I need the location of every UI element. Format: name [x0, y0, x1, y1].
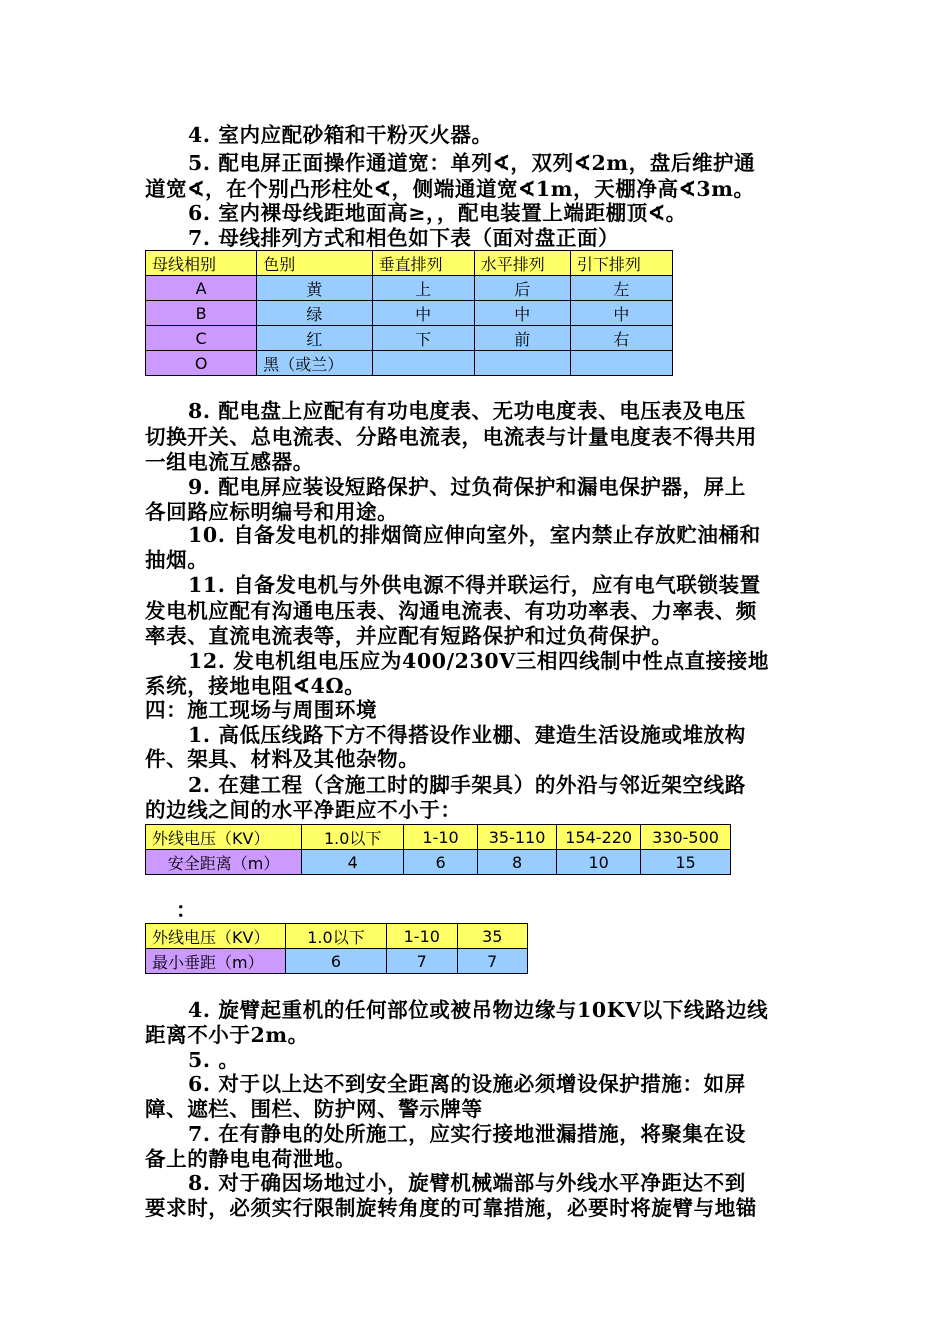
table-cell: 左 — [570, 276, 672, 301]
paragraph-line: 各回路应标明编号和用途。 — [145, 500, 399, 524]
table-header-cell: 母线相别 — [146, 251, 257, 276]
table-row — [146, 850, 731, 875]
paragraph-line: 6. 室内裸母线距地面高≥，，配电装置上端距棚顶∢。 — [188, 201, 687, 225]
paragraph-line: 9. 配电屏应装设短路保护、过负荷保护和漏电保护器，屏上 — [188, 475, 746, 499]
table-row — [146, 276, 673, 301]
table-cell: 下 — [372, 326, 474, 351]
paragraph-line: 7. 母线排列方式和相色如下表（面对盘正面） — [188, 226, 620, 250]
paragraph-line: 8. 对于确因场地过小，旋臂机械端部与外线水平净距达不到 — [188, 1171, 746, 1195]
table-cell: 35-110 — [477, 825, 557, 850]
paragraph-line: 1. 高低压线路下方不得搭设作业棚、建造生活设施或堆放构 — [188, 723, 746, 747]
paragraph-line: 2. 在建工程（含施工时的脚手架具）的外沿与邻近架空线路 — [188, 773, 746, 797]
paragraph-line: 发电机应配有沟通电压表、沟通电流表、有功功率表、力率表、频 — [145, 599, 757, 623]
table-cell: 6 — [285, 949, 386, 974]
table-cell: 中 — [570, 301, 672, 326]
section-heading: 四：施工现场与周围环境 — [145, 698, 378, 722]
table-row — [146, 351, 673, 376]
table-header-cell: 引下排列 — [570, 251, 672, 276]
paragraph-line: 6. 对于以上达不到安全距离的设施必须增设保护措施：如屏 — [188, 1072, 746, 1096]
colon-line: ： — [176, 898, 198, 922]
table-cell: 1-10 — [404, 825, 477, 850]
table-cell: 154-220 — [557, 825, 641, 850]
table-row — [146, 924, 528, 949]
table-row — [146, 825, 731, 850]
paragraph-line: 率表、直流电流表等，并应配有短路保护和过负荷保护。 — [145, 624, 673, 648]
paragraph-line: 12. 发电机组电压应为400/230V三相四线制中性点直接接地 — [188, 649, 769, 673]
vertical-distance-table — [145, 923, 528, 974]
table-cell: 右 — [570, 326, 672, 351]
paragraph-line: 7. 在有静电的处所施工，应实行接地泄漏措施，将聚集在设 — [188, 1122, 746, 1146]
table-cell: 330-500 — [641, 825, 731, 850]
table-cell: 前 — [474, 326, 570, 351]
table-header-cell: 垂直排列 — [372, 251, 474, 276]
table-row — [146, 949, 528, 974]
paragraph-line: 障、遮栏、围栏、防护网、警示牌等 — [145, 1097, 483, 1121]
table-cell: C — [146, 326, 257, 351]
table-row — [146, 326, 673, 351]
table-cell: 后 — [474, 276, 570, 301]
paragraph-line: 一组电流互感器。 — [145, 450, 314, 474]
safety-distance-table — [145, 824, 731, 875]
paragraph-line: 4. 室内应配砂箱和干粉灭火器。 — [188, 123, 493, 147]
table-cell: 10 — [557, 850, 641, 875]
table-header-cell: 色别 — [257, 251, 372, 276]
busbar-phase-table — [145, 250, 673, 376]
table-cell: 上 — [372, 276, 474, 301]
table-cell: 7 — [387, 949, 457, 974]
paragraph-line: 备上的静电电荷泄地。 — [145, 1147, 356, 1171]
paragraph-line: 5. 配电屏正面操作通道宽：单列∢，双列∢2m，盘后维护通 — [188, 151, 756, 175]
table-cell: 绿 — [257, 301, 372, 326]
table-header-row — [146, 251, 673, 276]
table-cell — [474, 351, 570, 376]
paragraph-line: 11. 自备发电机与外供电源不得并联运行，应有电气联锁装置 — [188, 573, 761, 597]
paragraph-line: 系统，接地电阻∢4Ω。 — [145, 674, 366, 698]
table-cell: A — [146, 276, 257, 301]
paragraph-line: 距离不小于2m。 — [145, 1023, 309, 1047]
paragraph-line: 4. 旋臂起重机的任何部位或被吊物边缘与10KV以下线路边线 — [188, 998, 769, 1022]
table-cell: 外线电压（KV） — [146, 825, 302, 850]
table-cell: 1-10 — [387, 924, 457, 949]
paragraph-line: 8. 配电盘上应配有有功电度表、无功电度表、电压表及电压 — [188, 399, 746, 423]
table-cell — [372, 351, 474, 376]
table-cell: 7 — [457, 949, 528, 974]
table-cell: 安全距离（m） — [146, 850, 302, 875]
table-cell: 红 — [257, 326, 372, 351]
table-cell: 8 — [477, 850, 557, 875]
table-cell: 最小垂距（m） — [146, 949, 286, 974]
paragraph-line: 切换开关、总电流表、分路电流表，电流表与计量电度表不得共用 — [145, 425, 757, 449]
table-cell: 35 — [457, 924, 528, 949]
table-cell: 中 — [372, 301, 474, 326]
table-cell: 中 — [474, 301, 570, 326]
table-cell: B — [146, 301, 257, 326]
table-row — [146, 301, 673, 326]
table-cell: 4 — [302, 850, 404, 875]
table-cell: O — [146, 351, 257, 376]
table-cell: 6 — [404, 850, 477, 875]
paragraph-line: 抽烟。 — [145, 548, 209, 572]
table-cell: 黄 — [257, 276, 372, 301]
paragraph-line: 件、架具、材料及其他杂物。 — [145, 747, 420, 771]
paragraph-line: 5. 。 — [188, 1048, 240, 1072]
table-cell: 1.0以下 — [285, 924, 386, 949]
paragraph-line: 10. 自备发电机的排烟筒应伸向室外，室内禁止存放贮油桶和 — [188, 523, 761, 547]
table-header-cell: 水平排列 — [474, 251, 570, 276]
table-cell: 15 — [641, 850, 731, 875]
paragraph-line: 的边线之间的水平净距应不小于： — [145, 798, 462, 822]
paragraph-line: 道宽∢，在个别凸形柱处∢，侧端通道宽∢1m，天棚净高∢3m。 — [145, 177, 755, 201]
paragraph-line: 要求时，必须实行限制旋转角度的可靠措施，必要时将旋臂与地锚 — [145, 1196, 757, 1220]
table-cell — [570, 351, 672, 376]
table-cell: 外线电压（KV） — [146, 924, 286, 949]
table-cell: 黑（或兰） — [257, 351, 372, 376]
table-cell: 1.0以下 — [302, 825, 404, 850]
